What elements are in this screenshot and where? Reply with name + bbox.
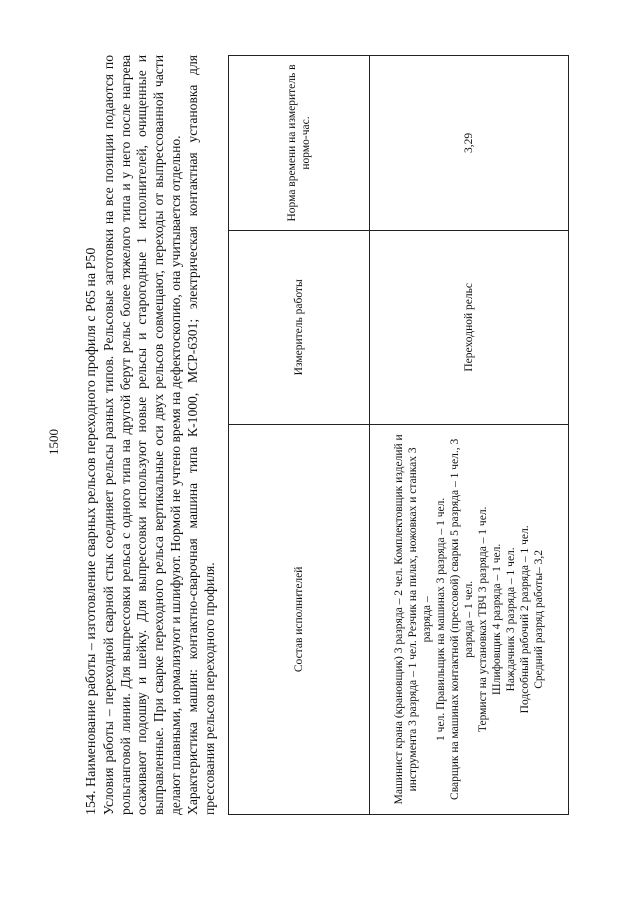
document-body — [84, 55, 218, 815]
header-norm: Норма времени на измеритель в нормо-час. — [229, 56, 370, 231]
staff-line: Средний разряд работы– 3,2 — [533, 549, 545, 689]
work-heading: 154. Наименование работы – изготовление сварных рельсов переходного профиля с Р65 на Р50 — [84, 247, 99, 815]
staff-line: инструмента 3 разряда – 1 чел. Резчик на пилах, ножовках и станках 3 разряда – — [407, 447, 433, 792]
table-header-row — [229, 56, 370, 815]
machines-paragraph: Характеристика машин: контактно-сварочная машина типа К-1000, МСР-6301; электрическая контактная установка для прессования рельсов переходного профиля. — [184, 55, 217, 815]
staff-line: 1 чел. Правильщик на машинах 3 разряда – 1 чел. — [435, 497, 447, 741]
staff-line: Сварщик на машинах контактной (прессовой) сварки 5 разряда – 1 чел., 3 — [449, 438, 461, 800]
header-unit: Измеритель работы — [229, 230, 370, 424]
work-conditions-paragraph: Условия работы – переходной сварной стык соединяет рельсы разных типов. Рельсовые заготовки на все позиции подаются по рольганговой линии. Для выпрессовки рельса с одного типа на другой берут рельс более тяжелого типа и у него после нагрева осаживают подошву и шейку. Для выпрессовки используют новые рельсы и старогодные 1 исполнителей, очищенные и выправленные. При сварке переходного рельса вертикальные оси двух рельсов совмещают, переходы от выпрессованной части делают плавными, нормализуют и шлифуют. Нормой не учтено время на дефектоскопию, она учитывается отдельно. — [100, 55, 183, 815]
staff-line: разряда – 1 чел. — [463, 580, 475, 658]
unit-cell: Переходной рельс — [370, 230, 569, 424]
page-number: 1500 — [46, 429, 61, 455]
norm-cell: 3,29 — [370, 56, 569, 231]
staff-line: Наждачник 3 разряда – 1 чел. — [505, 547, 517, 692]
staff-line: Термист на установках ТВЧ 3 разряда – 1 чел. — [477, 506, 489, 733]
staff-line: Машинист крана (крановщик) 3 разряда – 2 чел. Комплектовщик изделий и — [393, 434, 405, 805]
table-row — [370, 56, 569, 815]
header-staff: Состав исполнителей — [229, 424, 370, 814]
staff-line: Шлифовщик 4 разряда – 1 чел. — [491, 543, 503, 695]
staff-line: Подсобный рабочий 2 разряда – 1 чел. — [519, 525, 531, 714]
norm-table — [228, 55, 569, 815]
staff-cell — [370, 424, 569, 814]
